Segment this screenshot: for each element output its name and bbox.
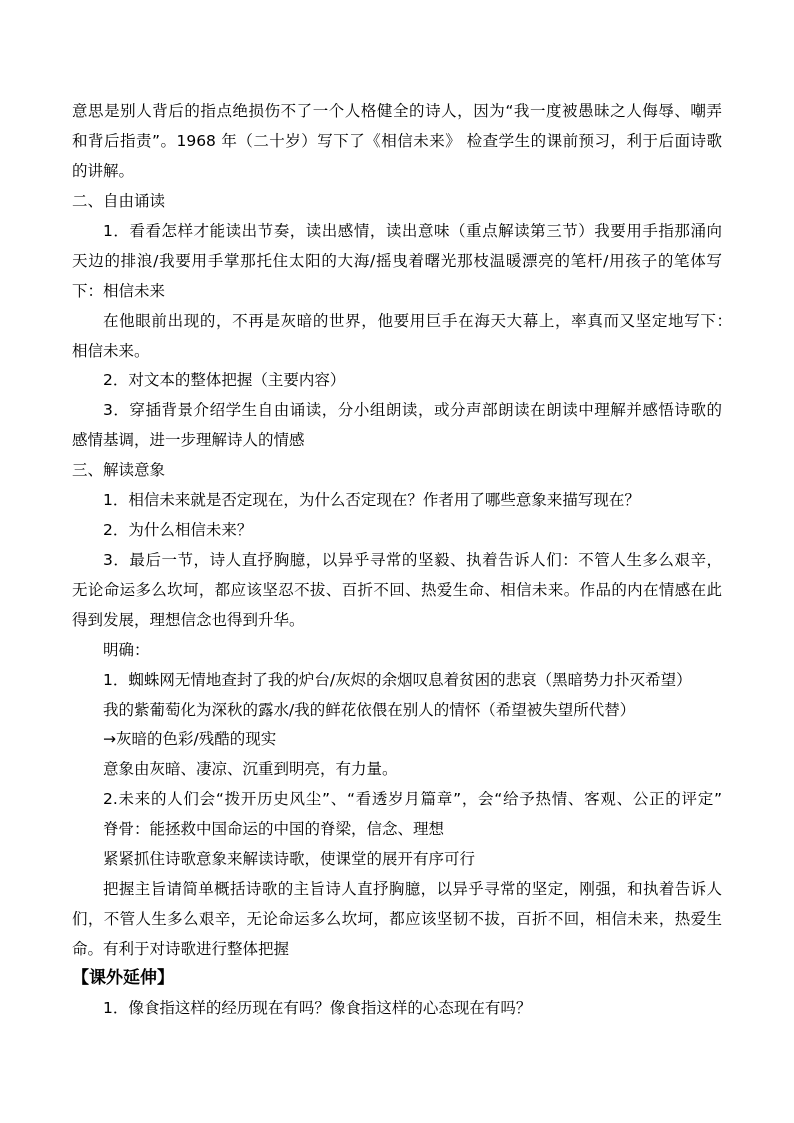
paragraph-line: 在他眼前出现的，不再是灰暗的世界，他要用巨手在海天大幕上，率真而又坚定地写下： <box>103 312 732 330</box>
paragraph-line: →灰暗的色彩/残酷的现实 <box>103 730 277 748</box>
section-heading-free-reading: 二、自由诵读 <box>72 192 166 210</box>
paragraph-line: 命。有利于对诗歌进行整体把握 <box>72 940 290 958</box>
section-heading-extension: 【课外延伸】 <box>72 968 174 988</box>
paragraph-line: 感情基调，进一步理解诗人的情感 <box>72 431 305 449</box>
paragraph-line: 明确： <box>103 641 150 659</box>
paragraph-line: 的讲解。 <box>72 162 135 180</box>
paragraph-line: 3．最后一节，诗人直抒胸臆，以异乎寻常的坚毅、执着告诉人们：不管人生多么艰辛， <box>103 551 722 569</box>
paragraph-line: 1．看看怎样才能读出节奏，读出感情，读出意味（重点解读第三节）我要用手指那涌向 <box>103 222 722 240</box>
paragraph-line: 无论命运多么坎坷，都应该坚忍不拔、百折不回、热爱生命、相信未来。作品的内在情感在此 <box>72 581 722 599</box>
paragraph-line: 1．相信未来就是否定现在，为什么否定现在？作者用了哪些意象来描写现在？ <box>103 491 640 509</box>
paragraph-line: 我的紫葡萄化为深秋的露水/我的鲜花依偎在别人的情怀（希望被失望所代替） <box>103 701 636 719</box>
paragraph-line: 们，不管人生多么艰辛，无论命运多么坎坷，都应该坚韧不拔，百折不回，相信未来，热爱生 <box>72 910 722 928</box>
paragraph-line: 2.未来的人们会“拨开历史风尘”、“看透岁月篇章”，会“给予热情、客观、公正的评定” <box>103 790 722 808</box>
paragraph-line: 1．像食指这样的经历现在有吗？像食指这样的心态现在有吗？ <box>103 999 532 1017</box>
section-heading-imagery: 三、解读意象 <box>72 461 166 479</box>
paragraph-line: 下：相信未来 <box>72 282 166 300</box>
paragraph-line: 得到发展，理想信念也得到升华。 <box>72 611 305 629</box>
paragraph-line: 和背后指责”。1968 年（二十岁）写下了《相信未来》 检查学生的课前预习，利于后面诗歌 <box>72 132 722 150</box>
paragraph-line: 2．对文本的整体把握（主要内容） <box>103 371 346 389</box>
paragraph-line: 意思是别人背后的指点绝损伤不了一个人格健全的诗人，因为“我一度被愚昧之人侮辱、嘲弄 <box>72 102 722 120</box>
paragraph-line: 脊骨：能拯救中国命运的中国的脊梁，信念、理想 <box>103 820 445 838</box>
paragraph-line: 3．穿插背景介绍学生自由诵读，分小组朗读，或分声部朗读在朗读中理解并感悟诗歌的 <box>103 401 722 419</box>
paragraph-line: 相信未来。 <box>72 342 150 360</box>
paragraph-line: 天边的排浪/我要用手掌那托住太阳的大海/摇曳着曙光那枝温暖漂亮的笔杆/用孩子的笔体写 <box>72 252 722 270</box>
paragraph-line: 1．蜘蛛网无情地查封了我的炉台/灰烬的余烟叹息着贫困的悲哀（黑暗势力扑灭希望） <box>103 671 692 689</box>
paragraph-line: 紧紧抓住诗歌意象来解读诗歌，使课堂的展开有序可行 <box>103 850 476 868</box>
paragraph-line: 把握主旨请简单概括诗歌的主旨诗人直抒胸臆，以异乎寻常的坚定，刚强，和执着告诉人 <box>103 880 722 898</box>
paragraph-line: 2．为什么相信未来？ <box>103 521 253 539</box>
paragraph-line: 意象由灰暗、凄凉、沉重到明亮，有力量。 <box>103 760 398 778</box>
